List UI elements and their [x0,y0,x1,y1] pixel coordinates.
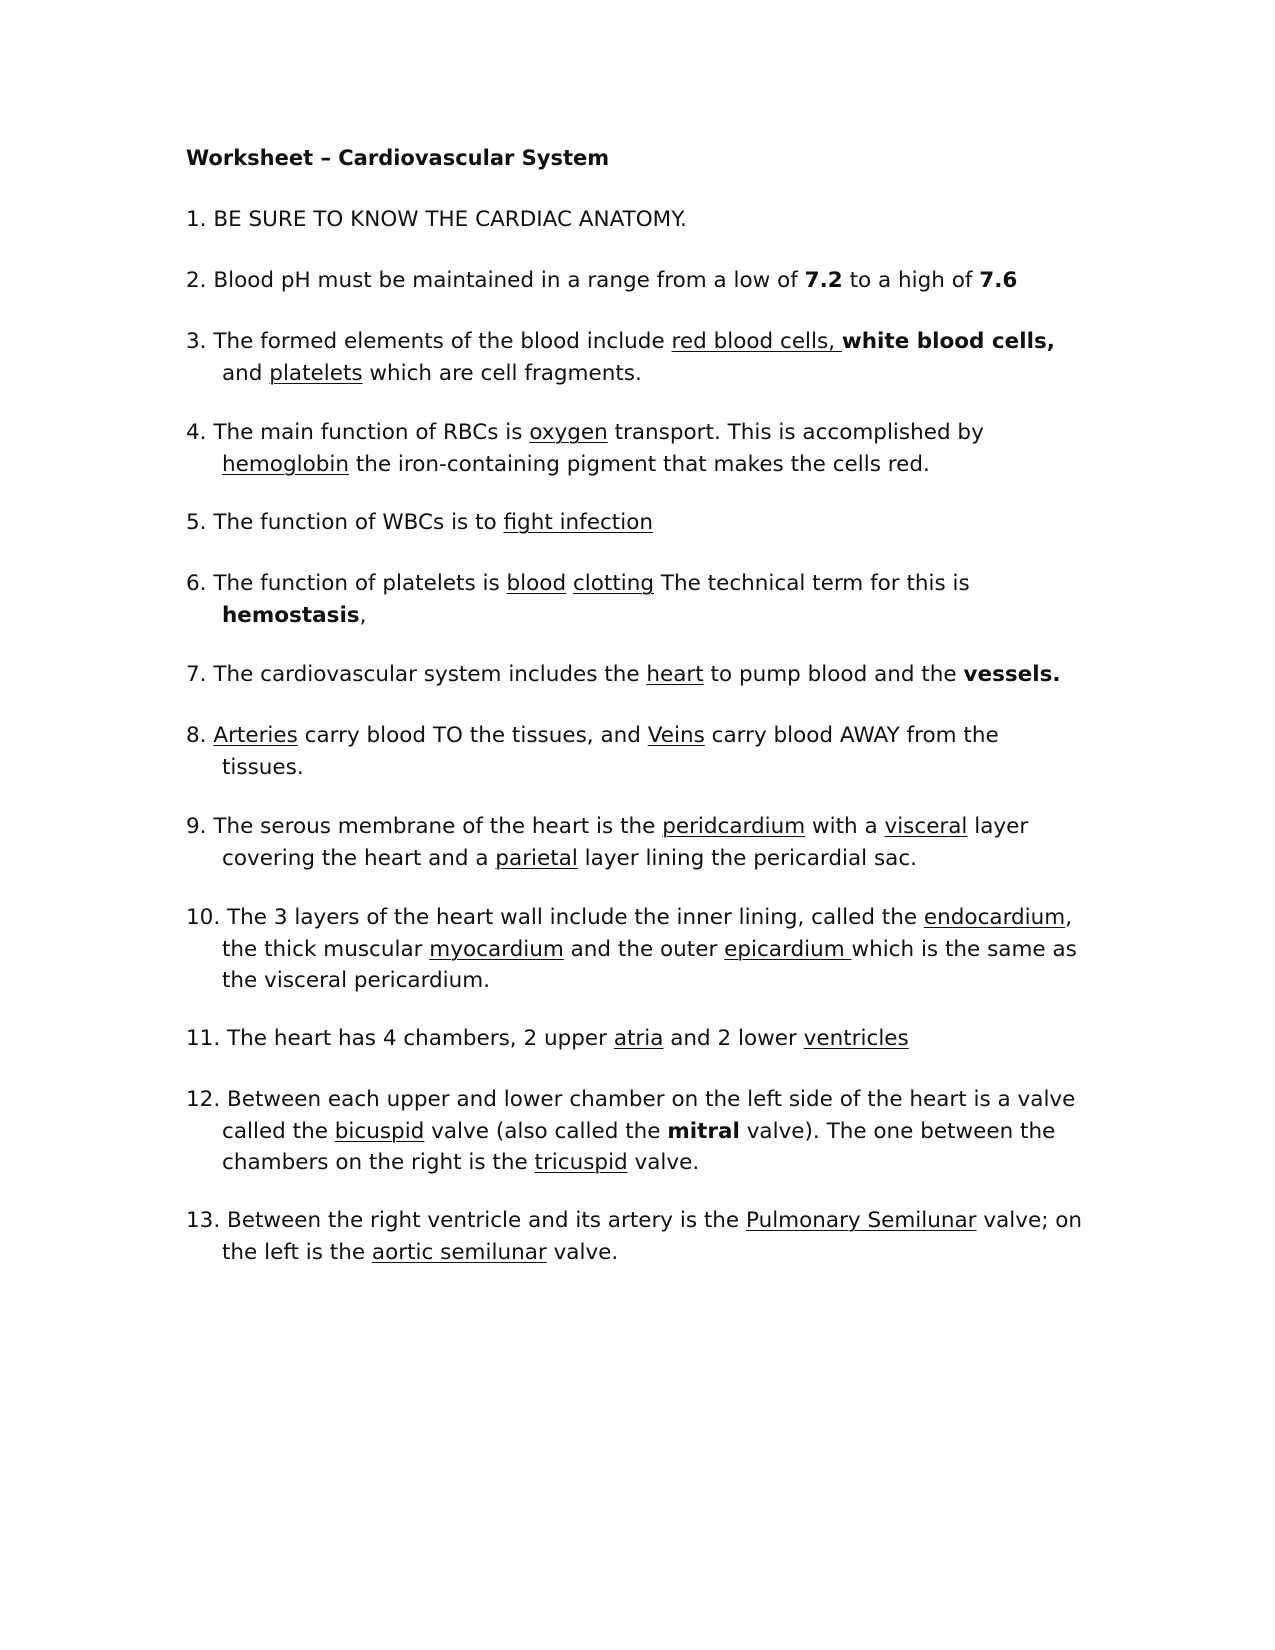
question-2 [186,265,1066,297]
question-text: 13. Between the right ventricle and its artery is the [186,1208,746,1233]
question-text: 12. Between each upper and lower chamber on the left side of the heart is a valve [186,1087,1076,1112]
question-text: , [359,602,367,628]
question-text: 11. The heart has 4 chambers, 2 upper [186,1026,614,1051]
question-text: and [222,360,270,386]
question-3 [186,326,1066,389]
answer-ph-high: 7.6 [979,268,1018,293]
answer-mitral: mitral [667,1118,740,1144]
question-13 [186,1205,1083,1268]
question-text: 8. [186,723,214,748]
answer-ventricles: ventricles [803,1026,909,1051]
question-text: carry blood TO the tissues, and [297,723,648,748]
question-text [566,571,573,596]
question-7 [186,659,1066,691]
question-10 [186,902,1077,997]
question-text: 3. The formed elements of the blood include [186,329,672,354]
question-text: layer [967,814,1029,839]
question-text: valve; on [976,1208,1083,1233]
answer-red-blood-cells: red blood cells, [671,329,842,354]
question-text: 10. The 3 layers of the heart wall include the inner lining, called the [186,905,924,930]
worksheet-title: Worksheet – Cardiovascular System [186,146,610,170]
question-8 [186,720,1066,783]
question-text: 9. The serous membrane of the heart is the [186,814,663,839]
question-text: and the outer [563,936,725,962]
question-9 [186,811,1066,874]
answer-visceral: visceral [884,814,968,839]
answer-clotting: clotting [572,571,655,596]
answer-blood: blood [506,571,567,596]
answer-vessels: vessels. [963,662,1061,687]
question-text: layer lining the pericardial sac. [577,845,918,871]
answer-pulmonary-semilunar: Pulmonary Semilunar [746,1208,977,1233]
question-11 [186,1023,1066,1055]
question-4 [186,417,1066,480]
question-text: 6. The function of platelets is [186,571,507,596]
answer-arteries: Arteries [213,723,298,748]
question-12 [186,1084,1076,1179]
answer-platelets: platelets [269,360,363,386]
question-text: 7. The cardiovascular system includes the [186,662,647,687]
answer-atria: atria [613,1026,664,1051]
question-text: valve (also called the [424,1118,668,1144]
answer-pericardium: peridcardium [662,814,806,839]
question-text: to a high of [842,268,980,293]
question-text: which are cell fragments. [362,360,642,386]
question-text: chambers on the right is the [222,1150,535,1175]
question-text: the left is the [222,1239,372,1265]
question-1 [186,204,1066,236]
question-text: The technical term for this is [654,571,970,596]
question-text: , [1065,905,1073,930]
answer-veins: Veins [647,723,705,748]
answer-aortic-semilunar: aortic semilunar [371,1239,547,1265]
question-text: to pump blood and the [703,662,964,687]
answer-hemostasis: hemostasis [222,602,360,628]
question-text: transport. This is accomplished by [607,420,984,445]
answer-epicardium: epicardium [724,936,852,962]
question-text: with a [805,814,885,839]
answer-bicuspid: bicuspid [334,1118,425,1144]
answer-endocardium: endocardium [923,905,1066,930]
question-text: called the [222,1118,335,1144]
question-5 [186,507,1066,539]
question-text: carry blood AWAY from the [704,723,999,748]
question-text: and 2 lower [663,1026,804,1051]
answer-heart: heart [646,662,704,687]
answer-fight-infection: fight infection [503,510,653,535]
question-text: 4. The main function of RBCs is [186,420,530,445]
question-text: 2. Blood pH must be maintained in a range from a low of [186,268,805,293]
question-text: the thick muscular [222,936,430,962]
question-text: valve. [627,1150,700,1175]
question-text: covering the heart and a [222,845,496,871]
question-text: tissues. [222,754,304,780]
question-text: 1. BE SURE TO KNOW THE CARDIAC ANATOMY. [186,207,687,232]
answer-myocardium: myocardium [429,936,564,962]
question-text: which is the same as [851,936,1077,962]
answer-hemoglobin: hemoglobin [222,451,349,477]
answer-tricuspid: tricuspid [534,1150,628,1175]
answer-ph-low: 7.2 [804,268,843,293]
question-6 [186,568,1066,631]
question-text: the iron-containing pigment that makes the cells red. [348,451,930,477]
question-text: valve). The one between the [739,1118,1056,1144]
question-text: valve. [546,1239,619,1265]
answer-parietal: parietal [495,845,578,871]
question-text: the visceral pericardium. [222,968,491,993]
answer-oxygen: oxygen [529,420,608,445]
question-text: 5. The function of WBCs is to [186,510,504,535]
answer-white-blood-cells: white blood cells, [841,329,1055,354]
